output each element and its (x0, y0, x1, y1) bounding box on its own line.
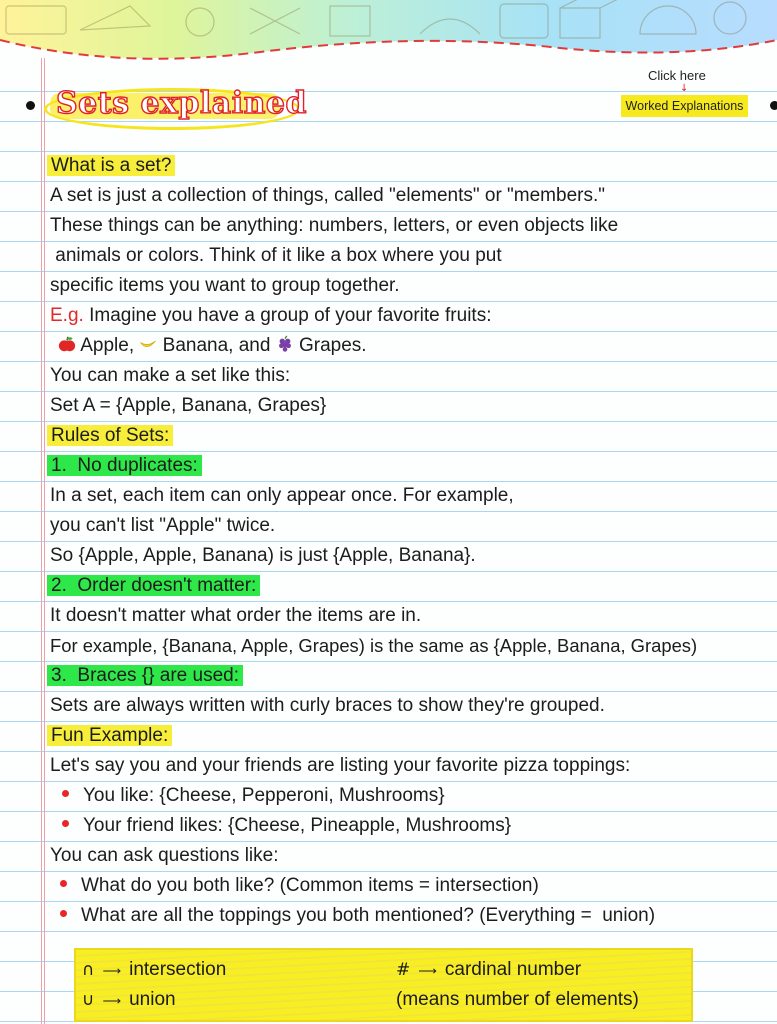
text-line: You can ask questions like: (50, 845, 279, 866)
set-a-line: Set A = {Apple, Banana, Grapes} (50, 395, 327, 416)
legend-union (82, 986, 176, 1015)
text-line: animals or colors. Think of it like a box where you put (50, 245, 502, 266)
what-is-a-set-heading: What is a set? (47, 155, 175, 176)
legend-cardinal-note: (means number of elements) (396, 989, 639, 1010)
list-item-text: You like: {Cheese, Pepperoni, Mushrooms} (83, 785, 445, 806)
fruits-line (58, 332, 367, 360)
text-line: you can't list "Apple" twice. (50, 515, 276, 536)
text-line: A set is just a collection of things, called "elements" or "members." (50, 185, 605, 206)
binder-hole (770, 101, 777, 110)
eg-text: Imagine you have a group of your favorite fruits: (83, 305, 492, 326)
rules-heading: Rules of Sets: (47, 425, 173, 446)
intersection-symbol: ∩ (82, 960, 95, 980)
list-item (62, 782, 445, 810)
legend-cardinal (396, 956, 581, 985)
union-symbol: ∪ (82, 990, 95, 1010)
rule2-heading: 2. Order doesn't matter: (47, 575, 260, 596)
eg-label: E.g. (50, 305, 84, 326)
bullet-icon (60, 910, 67, 917)
arrow-icon: ⟶ (102, 993, 122, 1008)
bullet-icon (62, 820, 69, 827)
text-line: You can make a set like this: (50, 365, 291, 386)
example-line (50, 302, 491, 330)
fun-example-heading: Fun Example: (47, 725, 172, 746)
bullet-icon (62, 790, 69, 797)
arrow-icon: ⟶ (102, 963, 122, 978)
legend-intersection (82, 956, 226, 985)
page-title: Sets explained (56, 86, 307, 121)
down-arrow-icon: ↓ (680, 83, 689, 94)
rule-heading (50, 662, 243, 690)
click-here-label: Click here (648, 68, 706, 83)
margin-line (44, 58, 45, 1024)
list-item (60, 902, 655, 930)
text-line: specific items you want to group together. (50, 275, 400, 296)
list-item (62, 812, 511, 840)
list-item-text: Your friend likes: {Cheese, Pineapple, Mushrooms} (83, 815, 512, 836)
text-line: Let's say you and your friends are listing your favorite pizza toppings: (50, 755, 631, 776)
apple-icon (58, 335, 76, 353)
grapes-icon (276, 335, 294, 353)
rule3-heading: 3. Braces {} are used: (47, 665, 243, 686)
fruit-apple: Apple, (76, 335, 140, 356)
text-line: It doesn't matter what order the items are in. (50, 605, 422, 626)
symbol-legend (74, 948, 693, 1022)
binder-hole (26, 101, 35, 110)
text-line: So {Apple, Apple, Banana) is just {Apple, Banana}. (50, 545, 476, 566)
banner-wave-edge (0, 30, 777, 70)
fruit-banana: Banana, and (157, 335, 276, 356)
text-line: These things can be anything: numbers, letters, or even objects like (50, 215, 619, 236)
section-heading (50, 722, 172, 750)
margin-line (41, 58, 42, 1024)
list-item (60, 872, 539, 900)
intersection-label: intersection (129, 959, 227, 980)
cardinal-label: cardinal number (444, 959, 582, 980)
rule1-heading: 1. No duplicates: (47, 455, 202, 476)
arrow-icon: ⟶ (418, 963, 437, 978)
section-heading (50, 422, 173, 450)
text-line: In a set, each item can only appear once. For example, (50, 485, 514, 506)
fruit-grapes: Grapes. (293, 335, 367, 356)
section-heading (50, 152, 175, 180)
worked-explanations-button[interactable]: Worked Explanations (621, 95, 748, 117)
cardinal-symbol: # (396, 960, 411, 980)
rule-heading (50, 572, 260, 600)
text-line: Sets are always written with curly braces to show they're grouped. (50, 695, 605, 716)
text-line: For example, {Banana, Apple, Grapes) is the same as {Apple, Banana, Grapes) (50, 635, 698, 656)
union-label: union (129, 989, 176, 1010)
banana-icon (139, 335, 157, 353)
list-item-text: What do you both like? (Common items = intersection) (81, 875, 539, 896)
list-item-text: What are all the toppings you both mentioned? (Everything = union) (81, 905, 656, 926)
bullet-icon (60, 880, 67, 887)
rule-heading (50, 452, 202, 480)
